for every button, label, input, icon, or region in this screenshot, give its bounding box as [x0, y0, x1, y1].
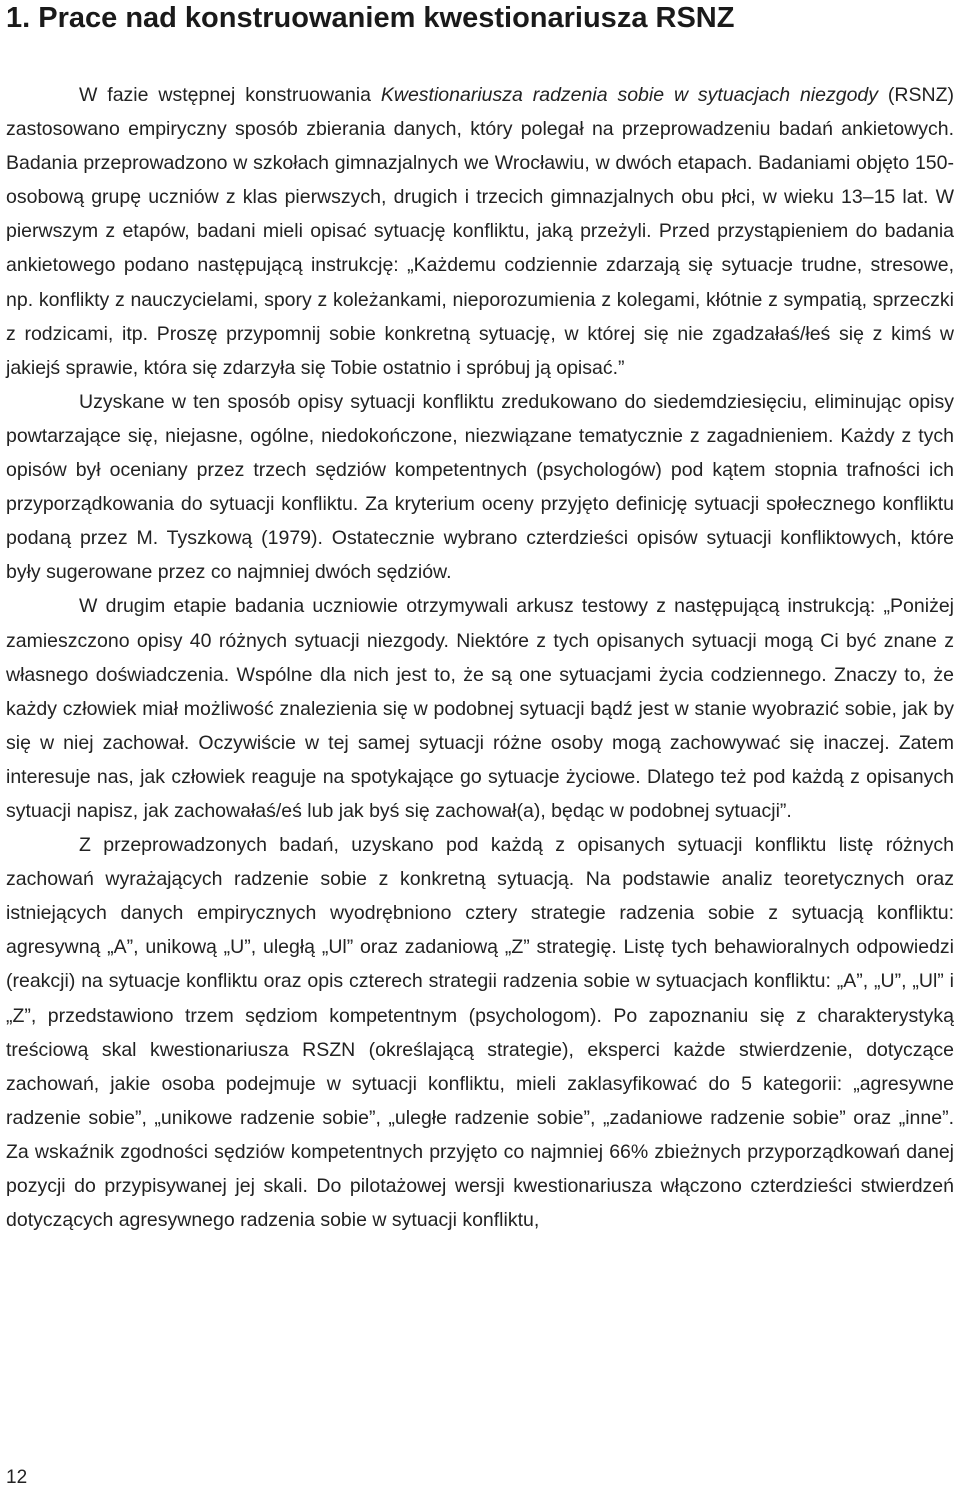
section-heading: 1. Prace nad konstruowaniem kwestionariusza RSNZ	[6, 2, 735, 34]
body-text	[6, 78, 954, 1237]
paragraph-1	[6, 78, 954, 385]
paragraph-1-text-end: (RSNZ) zastosowano empiryczny sposób zbierania danych, który polegał na przeprowadzeniu badań ankietowych. Badania przeprowadzono w szkołach gimnazjalnych we Wrocławiu, w dwóch etapach. Badaniami objęto 150-osobową grupę uczniów z klas pierwszych, drugich i trzecich gimnazjalnych obu płci, w wieku 13–15 lat. W pierwszym z etapów, badani mieli opisać sytuację konfliktu, jaką przeżyli. Przed przystąpieniem do badania ankietowego podano następującą instrukcję: „Każdemu codziennie zdarzają się sytuacje trudne, stresowe, np. konflikty z nauczycielami, spory z koleżankami, nieporozumienia z kolegami, kłótnie z sympatią, sprzeczki z rodzicami, itp. Proszę przypomnij sobie konkretną sytuację, w której się nie zgadzałaś/łeś się z kimś w jakiejś sprawie, która się zdarzyła się Tobie ostatnio i spróbuj ją opisać.”	[6, 84, 954, 379]
paragraph-3: W drugim etapie badania uczniowie otrzymywali arkusz testowy z następującą instrukcją: „Poniżej zamieszczono opisy 40 różnych sytuacji niezgody. Niektóre z tych opisanych sytuacji mogą Ci być znane z własnego doświadczenia. Wspólne dla nich jest to, że są one sytuacjami życia codziennego. Znaczy to, że każdy człowiek miał możliwość znalezienia się w podobnej sytuacji bądź jest w stanie wyobrazić sobie, jak by się w niej zachował. Oczywiście w tej samej sytuacji różne osoby mogą zachowywać się inaczej. Zatem interesuje nas, jak człowiek reaguje na spotykające go sytuacje życiowe. Dlatego też pod każdą z opisanych sytuacji napisz, jak zachowałaś/eś lub jak byś się zachował(a), będąc w podobnej sytuacji”.	[6, 595, 954, 822]
paragraph-4: Z przeprowadzonych badań, uzyskano pod każdą z opisanych sytuacji konfliktu listę różnych zachowań wyrażających radzenie sobie z konkretną sytuacją. Na podstawie analiz teoretycznych oraz istniejących danych empirycznych wyodrębniono cztery strategie radzenia sobie z sytuacją konfliktu: agresywną „A”, unikową „U”, uległą „Ul” oraz zadaniową „Z” strategię. Listę tych behawioralnych odpowiedzi (reakcji) na sytuacje konfliktu oraz opis czterech strategii radzenia sobie w sytuacjach konfliktu: „A”, „U”, „Ul” i „Z”, przedstawiono trzem sędziom kompetentnym (psychologom). Po zapoznaniu się z charakterystyką treściową skal kwestionariusza RSZN (określającą strategie), eksperci każde stwierdzenie, dotyczące zachowań, jakie osoba podejmuje w sytuacji konfliktu, mieli zaklasyfikować do 5 kategorii: „agresywne radzenie sobie”, „unikowe radzenie sobie”, „uległe radzenie sobie”, „zadaniowe radzenie sobie” oraz „inne”. Za wskaźnik zgodności sędziów kompetentnych przyjęto co najmniej 66% zbieżnych przyporządkowań danej pozycji do przypisywanej jej skali. Do pilotażowej wersji kwestionariusza włączono czterdzieści stwierdzeń dotyczących agresywnego radzenia sobie w sytuacji konfliktu,	[6, 834, 954, 1232]
paragraph-1-text-start: W fazie wstępnej konstruowania	[79, 84, 381, 106]
page-number: 12	[6, 1467, 28, 1488]
questionnaire-title-italic: Kwestionariusza radzenia sobie w sytuacjach niezgody	[380, 84, 879, 106]
paragraph-2: Uzyskane w ten sposób opisy sytuacji konfliktu zredukowano do siedemdziesięciu, eliminując opisy powtarzające się, niejasne, ogólne, niedokończone, niezwiązane tematycznie z zagadnieniem. Każdy z tych opisów był oceniany przez trzech sędziów kompetentnych (psychologów) pod kątem stopnia trafności ich przyporządkowania do sytuacji konfliktu. Za kryterium oceny przyjęto definicję sytuacji społecznego konfliktu podaną przez M. Tyszkową (1979). Ostatecznie wybrano czterdzieści opisów sytuacji konfliktowych, które były sugerowane przez co najmniej dwóch sędziów.	[6, 390, 954, 584]
